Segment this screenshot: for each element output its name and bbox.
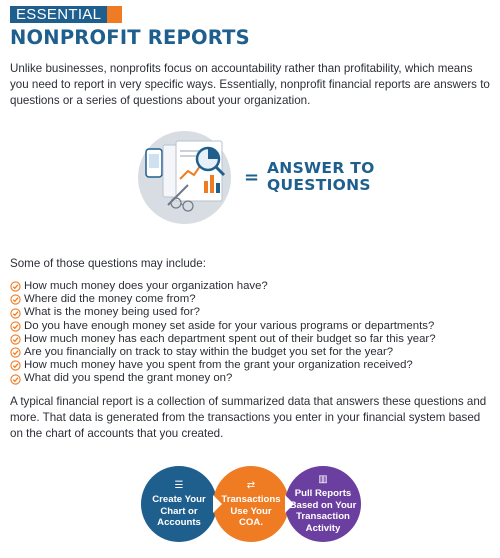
- question-text: What did you spend the grant money on?: [24, 372, 233, 385]
- question-text: Do you have enough money set aside for your various programs or departments?: [24, 319, 435, 332]
- list-item: [10, 320, 490, 333]
- flow-arrow-2: [285, 495, 294, 513]
- check-circle-icon: [10, 308, 21, 319]
- intro-paragraph: Unlike businesses, nonprofits focus on accountability rather than profitability, which means you need to report in very specific ways. Essentially, nonprofit financial reports are answers to questions or a series of questions about your organization.: [10, 62, 490, 107]
- header: [10, 6, 250, 49]
- check-circle-icon: [10, 321, 21, 332]
- step-transactions-use-coa: [213, 466, 289, 542]
- step-line: Based on Your: [289, 499, 357, 511]
- step-line: Create Your: [152, 494, 206, 505]
- step-line: Chart or: [160, 505, 198, 517]
- questions-list: [10, 280, 490, 386]
- answer-line-2: QUESTIONS: [267, 176, 371, 194]
- step-line: Transaction: [296, 511, 350, 523]
- step-line: Activity: [305, 522, 341, 534]
- flow-arrow-1: [213, 495, 222, 513]
- list-item: [10, 372, 490, 385]
- question-text: How much money does your organization have?: [24, 280, 268, 292]
- check-circle-icon: [10, 281, 21, 292]
- questions-lead: Some of those questions may include:: [10, 257, 206, 270]
- question-text: What is the money being used for?: [24, 306, 201, 319]
- list-item: [10, 346, 490, 359]
- question-text: How much money have you spent from the grant your organization received?: [24, 359, 413, 372]
- hero-graphic: [138, 131, 398, 226]
- swap-icon: ⇄: [246, 479, 256, 491]
- list-item: [10, 333, 490, 346]
- answer-line-1: ANSWER TO: [267, 159, 375, 177]
- question-text: Where did the money come from?: [24, 293, 196, 306]
- step-line: Accounts: [157, 517, 201, 528]
- step-line: Transactions: [221, 494, 281, 505]
- list-item: [10, 306, 490, 319]
- question-text: How much money has each department spent out of their budget so far this year?: [24, 332, 436, 345]
- page-title: NONPROFIT REPORTS: [10, 26, 250, 49]
- check-circle-icon: [10, 334, 21, 345]
- check-circle-icon: [10, 374, 21, 385]
- step-line: Pull Reports: [294, 488, 352, 500]
- summary-paragraph: A typical financial report is a collection of summarized data that answers these questions and more. That data is generated from the transactions you enter in your financial system based on the chart of accounts that you created.: [10, 395, 487, 440]
- step-line: Use Your: [230, 505, 272, 517]
- step-create-chart-of-accounts: [141, 466, 217, 542]
- badge-accent-block: [107, 6, 122, 23]
- step-line: COA.: [239, 517, 263, 528]
- check-circle-icon: [10, 360, 21, 371]
- list-item: [10, 359, 490, 372]
- process-flow: [0, 466, 500, 546]
- check-circle-icon: [10, 294, 21, 305]
- list-icon: ☰: [174, 479, 184, 491]
- check-circle-icon: [10, 347, 21, 358]
- essential-badge: [10, 6, 122, 23]
- question-text: Are you financially on track to stay within the budget you set for the year?: [24, 346, 394, 359]
- answer-heading: [267, 160, 375, 194]
- list-item: [10, 293, 490, 306]
- equals-sign: =: [244, 167, 260, 188]
- step-pull-reports: [285, 466, 361, 542]
- report-documents-magnifier-illustration: [138, 131, 248, 226]
- badge-text: ESSENTIAL: [10, 6, 107, 23]
- list-item: [10, 280, 490, 293]
- bar-chart-icon: ▥: [318, 473, 328, 485]
